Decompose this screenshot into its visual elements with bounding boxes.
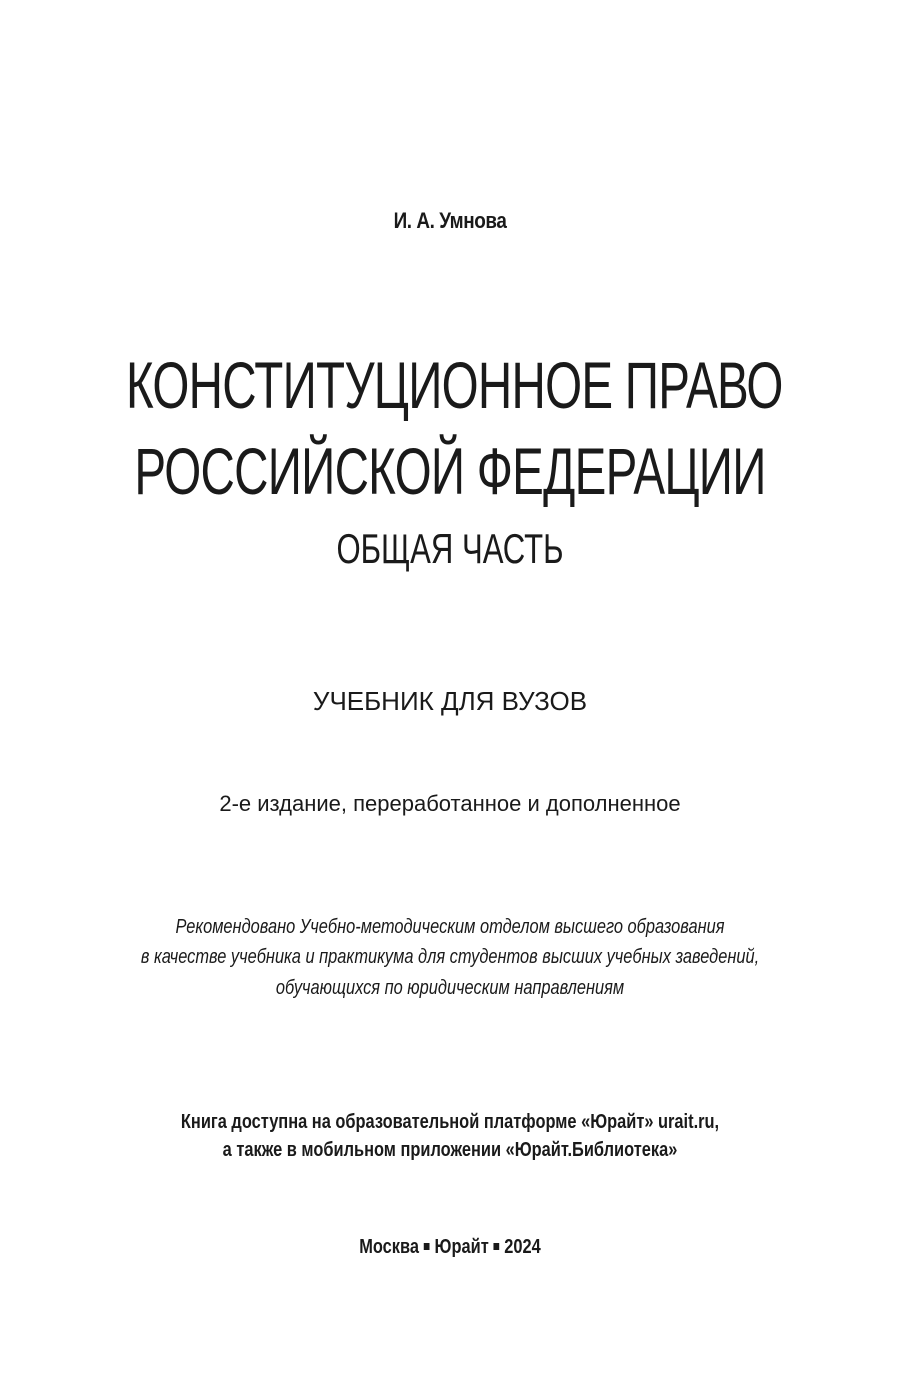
separator-square-icon [424, 1243, 430, 1250]
platform-note-line-1: Книга доступна на образовательной платформе «Юрайт» urait.ru, [180, 1111, 720, 1133]
edition-note: 2-е издание, переработанное и дополненное [219, 791, 681, 816]
book-title-line-2: РОССИЙСКОЙ ФЕДЕРАЦИИ [134, 434, 766, 508]
imprint-publisher: Юрайт [434, 1236, 489, 1258]
platform-note-line-2: а также в мобильном приложении «Юрайт.Библиотека» [222, 1139, 678, 1161]
imprint [81, 1237, 819, 1257]
recommendation-line-2: в качестве учебника и практикума для студентов высших учебных заведений, [140, 946, 760, 968]
book-genre: УЧЕБНИК ДЛЯ ВУЗОВ [312, 686, 588, 716]
book-title-line-1: КОНСТИТУЦИОННОЕ ПРАВО [126, 348, 783, 422]
imprint-city: Москва [359, 1236, 419, 1258]
recommendation-line-1: Рекомендовано Учебно-методическим отделом высшего образования [175, 916, 725, 938]
imprint-year: 2024 [504, 1236, 541, 1258]
recommendation-line-3: обучающихся по юридическим направлениям [275, 977, 625, 999]
author-name: И. А. Умнова [393, 208, 507, 233]
separator-square-icon [494, 1243, 500, 1250]
book-subtitle: ОБЩАЯ ЧАСТЬ [336, 525, 564, 572]
